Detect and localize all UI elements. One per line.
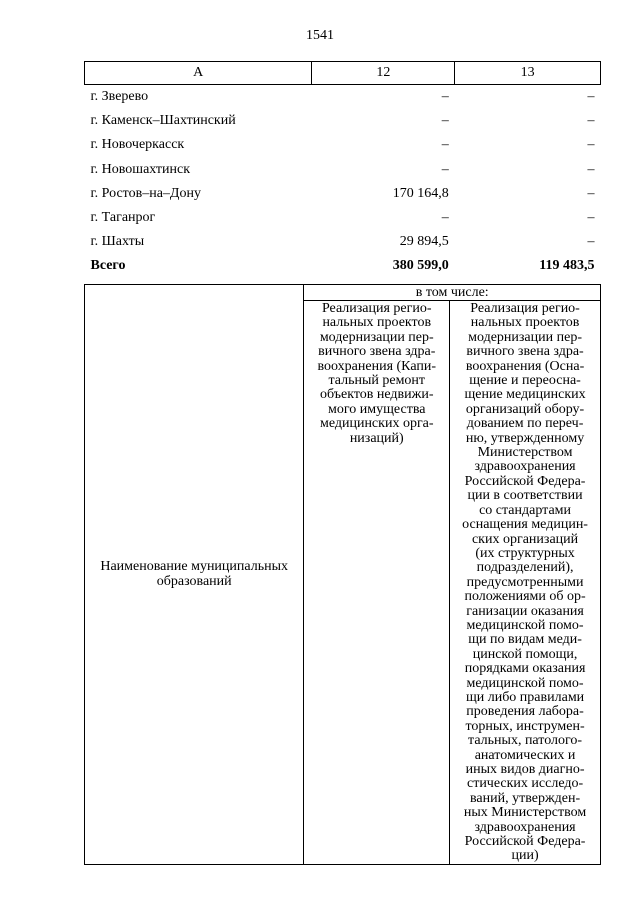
desc-line: положениями об ор- — [464, 589, 586, 605]
desc-line: медицинской помо- — [466, 617, 584, 633]
header-line: образований — [156, 574, 232, 590]
desc-line: проведения лабора- — [466, 704, 584, 720]
total-label: Всего — [90, 258, 126, 274]
desc-line: ганизации оказания — [466, 603, 584, 619]
value-col-13: – — [587, 137, 595, 153]
desc-line: здравоохранения — [474, 459, 576, 475]
desc-line: тальных, патолого- — [468, 733, 583, 749]
value-col-12: – — [441, 137, 449, 153]
desc-line: Реализация регио- — [321, 301, 432, 316]
municipality-name: г. Новочеркасск — [90, 137, 185, 153]
desc-line: вичного звена здра- — [318, 344, 436, 360]
desc-line: медицинских орга- — [319, 416, 434, 432]
table-row — [85, 158, 601, 182]
desc-line: здравоохранения — [474, 819, 576, 835]
table-row — [85, 206, 601, 230]
desc-line: Российской Федера- — [464, 834, 586, 850]
value-col-12: 170 164,8 — [392, 185, 449, 201]
header-row-including — [85, 285, 601, 301]
header-line: Наименование муниципальных — [100, 559, 289, 575]
municipality-name-header — [85, 285, 304, 865]
desc-line: оснащения медицин- — [462, 517, 588, 533]
column-13-description — [450, 301, 601, 865]
desc-line: нальных проектов — [322, 315, 432, 331]
value-col-12: – — [441, 161, 449, 177]
desc-line: ваний, утвержден- — [469, 790, 581, 806]
desc-line: модернизации пер- — [468, 329, 582, 345]
desc-line: организаций обору- — [465, 401, 585, 417]
desc-line: щи либо правилами — [465, 689, 585, 705]
municipality-name: г. Шахты — [90, 234, 145, 250]
desc-line: ции в соответствии — [467, 488, 583, 504]
desc-line: мого имущества — [328, 401, 426, 417]
table-row — [85, 133, 601, 157]
desc-line: Российской Федера- — [464, 473, 586, 489]
header-continuation-table — [84, 284, 601, 865]
desc-line: ции) — [511, 848, 539, 864]
total-col-12: 380 599,0 — [392, 258, 449, 274]
desc-line: объектов недвижи- — [320, 387, 434, 403]
municipality-name: г. Зверево — [90, 89, 149, 105]
desc-line: щение и переосна- — [469, 373, 581, 389]
desc-line: подразделений), — [476, 560, 574, 576]
desc-line: вичного звена здра- — [466, 344, 584, 360]
total-col-13: 119 483,5 — [539, 258, 595, 274]
desc-line: цинской помощи, — [472, 646, 578, 662]
column-12-description — [304, 301, 450, 865]
value-col-13: – — [587, 210, 595, 226]
municipality-name: г. Ростов–на–Дону — [90, 185, 201, 201]
desc-line: ских организаций — [471, 531, 579, 547]
desc-line: анатомических и — [474, 747, 576, 763]
desc-line: модернизации пер- — [319, 329, 434, 345]
desc-line: нальных проектов — [470, 315, 580, 331]
desc-line: (их структурных — [475, 545, 575, 561]
desc-line: щение медицинских — [464, 387, 586, 403]
desc-line: воохранения (Капи- — [317, 358, 437, 374]
desc-line: тальный ремонт — [328, 373, 426, 389]
desc-line: иных видов диагно- — [465, 762, 585, 777]
desc-line: торных, инструмен- — [465, 718, 585, 734]
table-row — [85, 182, 601, 206]
page-number: 1541 — [306, 28, 334, 43]
desc-line: ных Министерством — [463, 805, 587, 821]
column-header-12: 12 — [312, 62, 455, 85]
desc-line: со стандартами — [479, 502, 572, 518]
value-col-13: – — [587, 113, 595, 129]
values-table — [84, 61, 601, 279]
including-header: в том числе: — [304, 285, 601, 301]
desc-line: ню, утвержденному — [465, 430, 585, 446]
table-row — [85, 230, 601, 254]
municipality-name: г. Новошахтинск — [90, 161, 191, 177]
value-col-12: – — [441, 113, 449, 129]
column-header-13: 13 — [455, 62, 601, 85]
desc-line: Министерством — [477, 445, 573, 461]
desc-line: порядками оказания — [464, 661, 586, 677]
total-row — [85, 254, 601, 278]
municipality-name: г. Таганрог — [90, 210, 156, 226]
value-col-13: – — [587, 185, 595, 201]
desc-line: предусмотренными — [466, 574, 584, 590]
desc-line: Реализация регио- — [470, 301, 580, 316]
value-col-12: 29 894,5 — [399, 234, 449, 250]
value-col-13: – — [587, 89, 595, 105]
value-col-13: – — [587, 161, 595, 177]
value-col-12: – — [441, 89, 449, 105]
desc-line: стических исследо- — [466, 776, 584, 792]
value-col-13: – — [587, 234, 595, 250]
value-col-12: – — [441, 210, 449, 226]
column-header-a: А — [85, 62, 312, 85]
table-row — [85, 109, 601, 133]
desc-line: дованием по переч- — [466, 416, 584, 432]
table-header-row — [85, 62, 601, 85]
desc-line: медицинской помо- — [466, 675, 584, 691]
desc-line: низаций) — [349, 430, 404, 446]
table-row — [85, 85, 601, 110]
desc-line: щи по видам меди- — [468, 632, 582, 648]
municipality-name: г. Каменск–Шахтинский — [90, 113, 236, 129]
desc-line: воохранения (Осна- — [465, 358, 585, 374]
